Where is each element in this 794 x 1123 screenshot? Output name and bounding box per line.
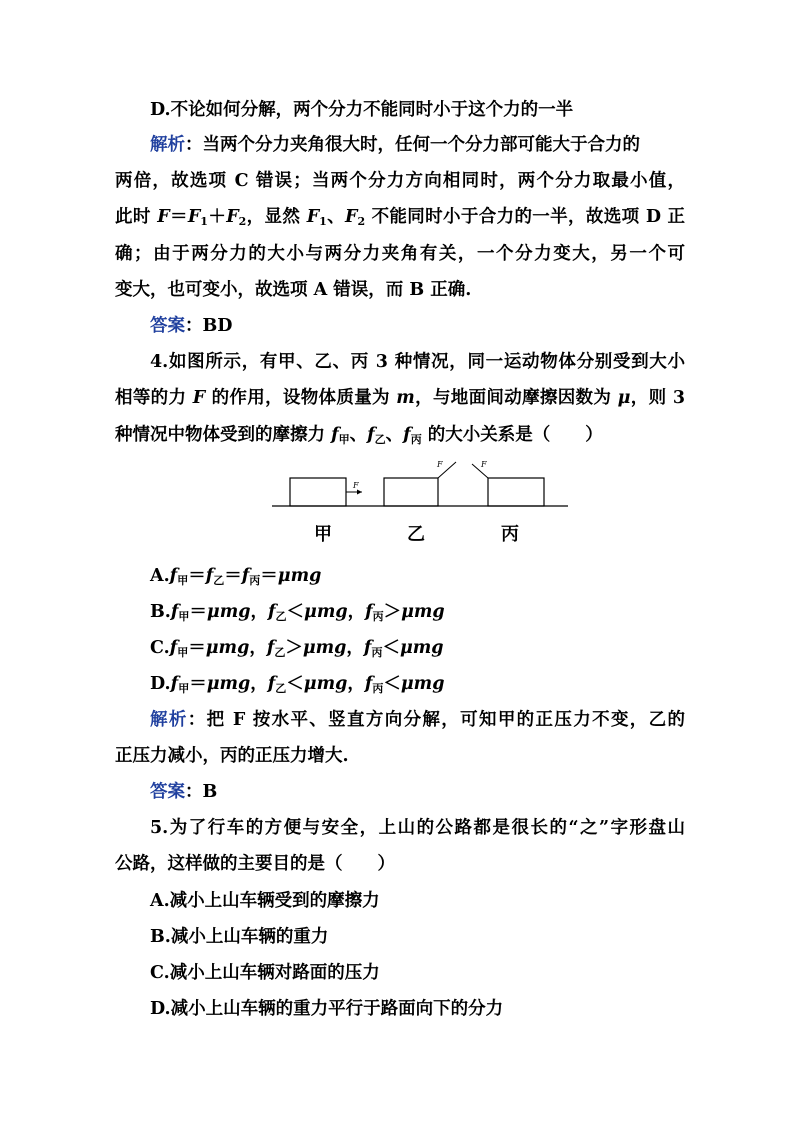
q5-option-d: D.减小上山车辆的重力平行于路面向下的分力 [150,999,504,1019]
answer-label: 答案 [150,316,185,336]
arrowhead-jia [357,490,362,495]
q3-answer: 答案：BD [150,316,233,336]
q3-analysis-line-3: 此时 $F=F_1+F_2$，显然 $F_1$、$F_2$ 不能同时小于合力的一半，故选项 D 正 [115,207,686,228]
q4-stem-line-1: 4.如图所示，有甲、乙、丙 3 种情况，同一运动物体分别受到大小 [150,352,685,372]
figure-label-jia: 甲 [314,524,332,545]
analysis-label: 解析 [150,135,185,155]
q5-option-b: B.减小上山车辆的重力 [150,927,329,947]
q4-stem-line-2: 相等的力 F 的作用，设物体质量为 m，与地面间动摩擦因数为 μ，则 3 [115,388,686,408]
block-yi [384,478,438,506]
q3-analysis-line-4: 确；由于两分力的大小与两分力夹角有关，一个分力变大，另一个可 [115,244,685,264]
q3-analysis-line-5: 变大，也可变小，故选项 A 错误，而 B 正确. [115,280,472,300]
q4-analysis-line-1: 解析：把 F 按水平、竖直方向分解，可知甲的正压力不变，乙的 [150,710,686,730]
q3-option-d: D.不论如何分解，两个分力不能同时小于这个力的一半 [150,100,574,120]
q4-analysis-line-2: 正压力减小，丙的正压力增大. [115,746,349,766]
q3-analysis-line-2: 两倍，故选项 C 错误；当两个分力方向相同时，两个分力取最小值， [115,171,685,191]
block-bing [488,478,544,506]
q3-analysis-line-1: 解析：当两个分力夹角很大时，任何一个分力部可能大于合力的 [150,135,640,155]
q5-stem-line-1: 5.为了行车的方便与安全，上山的公路都是很长的“之”字形盘山 [150,818,685,838]
q5-option-c: C.减小上山车辆对路面的压力 [150,963,380,983]
force-label-yi: F [437,460,443,469]
q5-option-a: A.减小上山车辆受到的摩擦力 [150,891,380,911]
analysis-label: 解析 [150,710,188,730]
block-jia [290,478,346,506]
q4-option-c: $C.f_甲=\mu mg$，$f_乙>\mu mg$，$f_丙<\mu mg$ [150,638,444,659]
force-label-jia: F [353,481,359,490]
q4-option-d: $D.f_甲=\mu mg$，$f_乙<\mu mg$，$f_丙<\mu mg$ [150,674,445,695]
figure-label-yi: 乙 [407,524,425,545]
q4-option-b: $B.f_甲=\mu mg$，$f_乙<\mu mg$，$f_丙>\mu mg$ [150,602,445,623]
figure-label-bing: 丙 [501,524,519,545]
q5-stem-line-2: 公路，这样做的主要目的是（ ） [115,854,395,874]
q4-answer: 答案：B [150,782,218,802]
q4-option-a: $A.f_甲=f_乙=f_丙=\mu mg$ [150,566,322,587]
force-label-bing: F [481,460,487,469]
q4-stem-line-3: 种情况中物体受到的摩擦力 $f_甲$、$f_乙$、$f_丙$ 的大小关系是（ ） [115,425,603,446]
answer-label: 答案 [150,782,185,802]
